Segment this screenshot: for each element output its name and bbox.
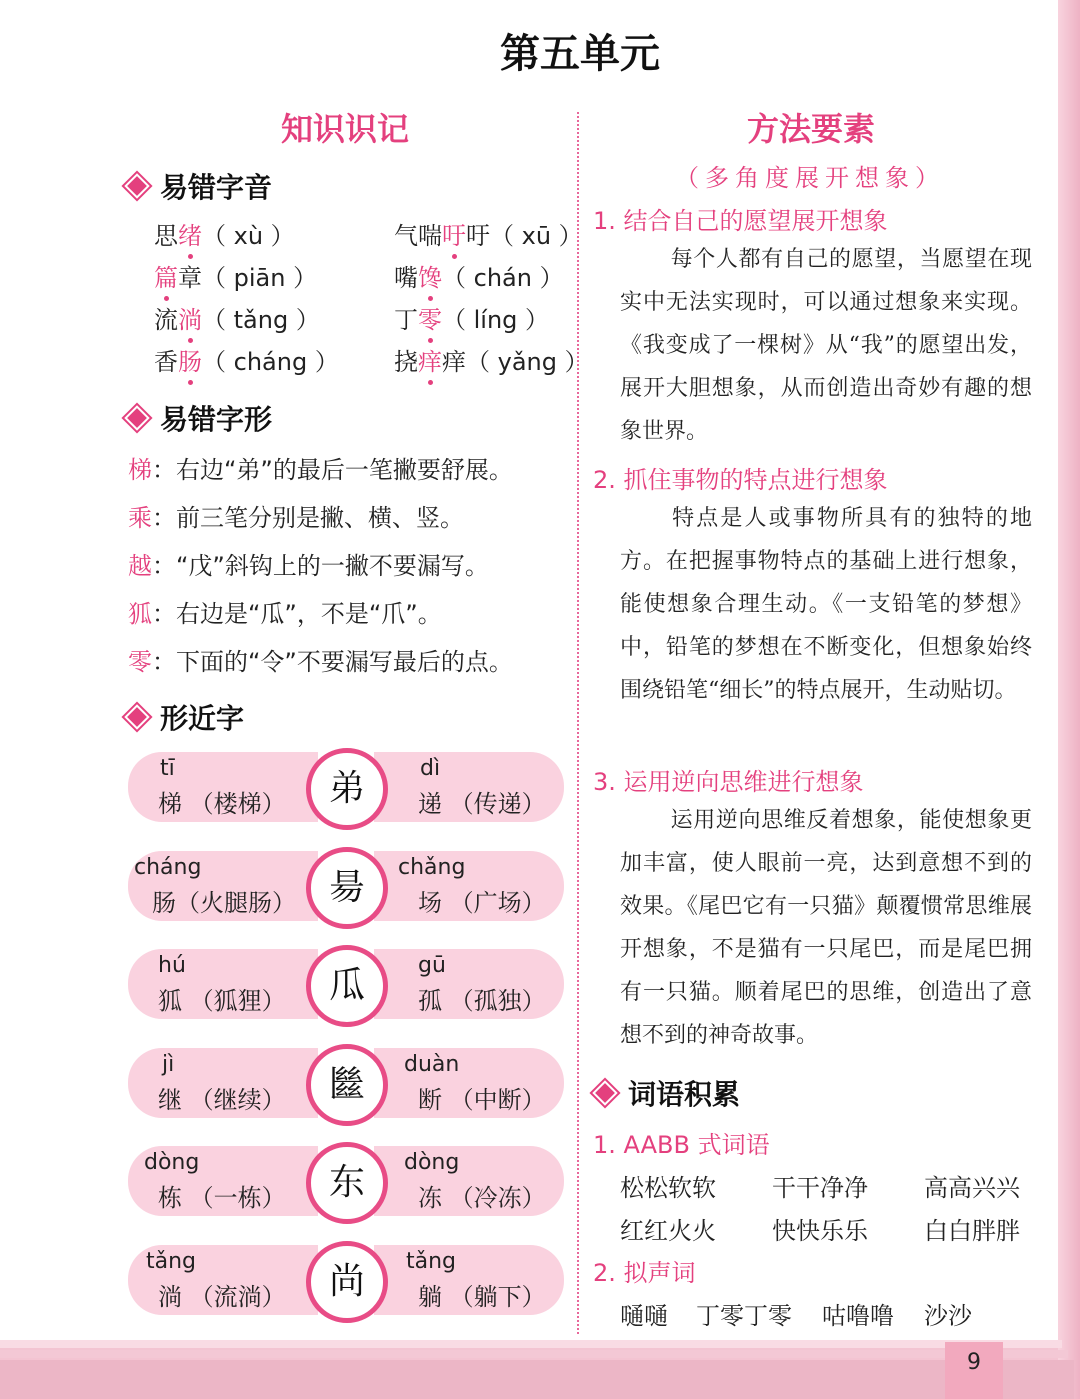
pinyin: tī — [160, 756, 175, 781]
pronunciation-item: 挠痒痒（ yǎng ） — [394, 348, 589, 376]
similar-pair — [128, 949, 564, 1019]
subtitle: （多角度展开想象） — [675, 164, 945, 192]
word: 孤 （孤独） — [418, 987, 546, 1015]
similar-pair — [128, 752, 564, 822]
similar-pair — [128, 1146, 564, 1216]
pinyin: tǎng — [406, 1249, 457, 1274]
header-shapes — [122, 398, 272, 438]
vocab-word: 沙沙 — [924, 1302, 972, 1330]
header-vocab — [590, 1073, 740, 1113]
pinyin: chǎng — [398, 855, 466, 880]
key-char: 馋 — [418, 264, 442, 292]
center-char: 弟 — [306, 748, 388, 830]
pronunciation-item: 流淌（ tǎng ） — [154, 306, 320, 334]
vocab-word: 松松软软 — [620, 1174, 716, 1202]
vocab-word: 红红火火 — [620, 1217, 716, 1245]
unit-title: 第五单元 — [500, 30, 660, 77]
word: 场 （广场） — [418, 889, 546, 917]
header-pronunciation — [122, 166, 272, 206]
word: 躺 （躺下） — [418, 1283, 546, 1311]
shape-item: 乘：前三笔分别是撇、横、竖。 — [128, 504, 464, 532]
word: 狐 （狐狸） — [158, 987, 286, 1015]
center-char: 㡭 — [306, 1044, 388, 1126]
pinyin: duàn — [404, 1052, 460, 1077]
vocab-word: 咕噜噜 — [822, 1302, 894, 1330]
pronunciation-item: 思绪（ xù ） — [154, 222, 295, 250]
shape-item: 狐：右边是“瓜”，不是“爪”。 — [128, 600, 442, 628]
key-char: 绪 — [178, 222, 202, 250]
word: 继 （继续） — [158, 1086, 286, 1114]
key-char: 零 — [418, 306, 442, 334]
shape-item: 梯：右边“弟”的最后一笔撇要舒展。 — [128, 456, 513, 484]
page-number: 9 — [967, 1350, 981, 1375]
word: 冻 （冷冻） — [418, 1184, 546, 1212]
pinyin: cháng — [134, 855, 202, 880]
column-divider — [577, 112, 579, 1334]
header-similar — [122, 697, 244, 737]
key-char: 篇 — [154, 264, 178, 292]
key-char: 肠 — [178, 348, 202, 376]
onomatopoeia-heading: 2. 拟声词 — [593, 1259, 696, 1287]
shape-item: 越：“戊”斜钩上的一撇不要漏写。 — [128, 552, 489, 580]
vocab-word: 干干净净 — [772, 1174, 868, 1202]
method-body: 运用逆向思维反着想象，能使想象更加丰富，使人眼前一亮，达到意想不到的效果。《尾巴它有一只猫》颠覆惯常思维展开想象，不是猫有一只尾巴，而是尾巴拥有一只猫。顺着尾巴的思维，创造出了意想不到的神奇故事。 — [620, 808, 1032, 1048]
similar-pair — [128, 1048, 564, 1118]
pinyin: gū — [418, 953, 446, 978]
pronunciation-item: 气喘吁吁（ xū ） — [394, 222, 583, 250]
pinyin: dì — [420, 756, 441, 781]
method-body: 每个人都有自己的愿望，当愿望在现实中无法实现时，可以通过想象来实现。《我变成了一棵树》从“我”的愿望出发，展开大胆想象，从而创造出奇妙有趣的想象世界。 — [620, 247, 1032, 444]
word: 淌 （流淌） — [158, 1283, 286, 1311]
pronunciation-item: 香肠（ cháng ） — [154, 348, 339, 376]
header-label: 易错字形 — [160, 403, 273, 436]
word: 梯 （楼梯） — [158, 790, 286, 818]
method-heading: 1. 结合自己的愿望展开想象 — [593, 207, 888, 235]
key-char: 痒 — [418, 348, 442, 376]
diamond-icon — [124, 405, 149, 430]
page-edge — [0, 1350, 1068, 1358]
page-edge-right — [1058, 0, 1080, 1399]
header-label: 词语积累 — [628, 1078, 741, 1111]
vocab-word: 白白胖胖 — [924, 1217, 1020, 1245]
section-title-knowledge: 知识识记 — [280, 110, 409, 148]
pinyin: dòng — [404, 1150, 460, 1175]
shape-item: 零：下面的“令”不要漏写最后的点。 — [128, 648, 513, 676]
method-heading: 3. 运用逆向思维进行想象 — [593, 768, 864, 796]
pinyin: hú — [158, 953, 186, 978]
center-char: 东 — [306, 1142, 388, 1224]
similar-pair — [128, 1245, 564, 1315]
word: 断 （中断） — [418, 1086, 546, 1114]
method-body: 特点是人或事物所具有的独特的地方。在把握事物特点的基础上进行想象，能使想象合理生动。《一支铅笔的梦想》中，铅笔的梦想在不断变化，但想象始终围绕铅笔“细长”的特点展开，生动贴切。 — [620, 506, 1032, 703]
diamond-icon — [124, 173, 149, 198]
header-label: 易错字音 — [160, 171, 273, 204]
center-char: 瓜 — [306, 945, 388, 1027]
pinyin: tǎng — [146, 1249, 197, 1274]
key-char: 吁 — [442, 222, 466, 250]
method-heading: 2. 抓住事物的特点进行想象 — [593, 466, 888, 494]
header-label: 形近字 — [160, 702, 245, 735]
vocab-word: 丁零丁零 — [696, 1302, 792, 1330]
similar-pair — [128, 851, 564, 921]
section-title-methods: 方法要素 — [746, 110, 875, 148]
key-char: 淌 — [178, 306, 202, 334]
word: 递 （传递） — [418, 790, 546, 818]
pronunciation-item: 丁零（ líng ） — [394, 306, 550, 334]
diamond-icon — [124, 704, 149, 729]
pronunciation-item: 嘴馋（ chán ） — [394, 264, 564, 292]
vocab-word: 快快乐乐 — [772, 1217, 868, 1245]
aabb-heading: 1. AABB 式词语 — [593, 1131, 770, 1159]
page-edge — [0, 1360, 1074, 1399]
pinyin: jì — [162, 1052, 175, 1077]
pinyin: dòng — [144, 1150, 200, 1175]
vocab-word: 嗵嗵 — [620, 1302, 668, 1330]
center-char: 尚 — [306, 1241, 388, 1323]
pronunciation-item: 篇章（ piān ） — [154, 264, 318, 292]
word: 栋 （一栋） — [158, 1184, 286, 1212]
diamond-icon — [592, 1080, 617, 1105]
center-char: 昜 — [306, 847, 388, 929]
page-edge — [0, 1340, 1062, 1348]
vocab-word: 高高兴兴 — [924, 1174, 1020, 1202]
word: 肠（火腿肠） — [152, 889, 296, 917]
